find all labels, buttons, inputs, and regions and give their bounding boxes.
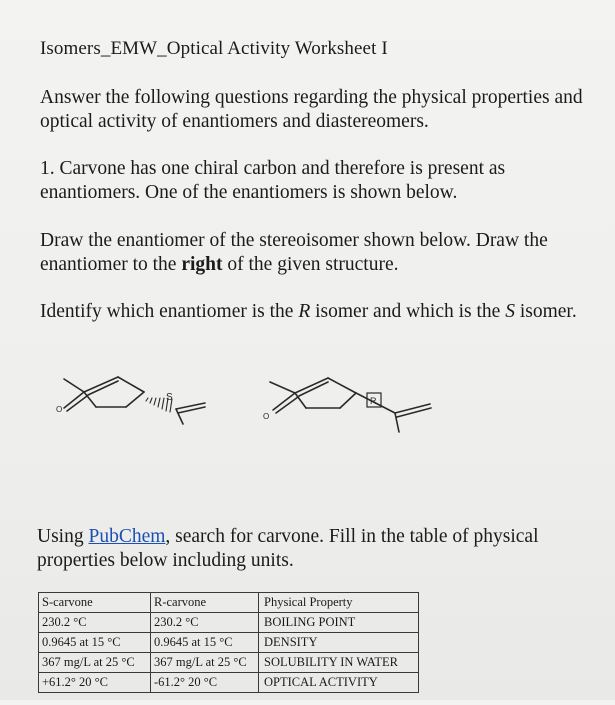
physical-properties-table [38,592,419,693]
table-cell[interactable]: 367 mg/L at 25 °C [151,653,259,673]
header-physical-property: Physical Property [259,593,419,613]
table-cell[interactable]: +61.2° 20 °C [39,673,151,693]
table-cell: BOILING POINT [259,613,419,633]
table-row [39,633,419,653]
table-cell: DENSITY [259,633,419,653]
table-cell[interactable]: -61.2° 20 °C [151,673,259,693]
table-cell[interactable]: 0.9645 at 15 °C [39,633,151,653]
table-cell[interactable]: 230.2 °C [151,613,259,633]
header-r-carvone: R-carvone [151,593,259,613]
identify-text-b: isomer and which is the [310,301,506,322]
r-carvone-structure [270,378,431,432]
draw-instructions-suffix: of the given structure. [222,254,399,275]
table-header-row [39,593,419,613]
header-s-carvone: S-carvone [39,593,151,613]
identify-text-c: isomer. [514,301,577,322]
pubchem-text-a: Using [37,526,89,547]
table-cell[interactable]: 230.2 °C [39,613,151,633]
question-1-text: 1. Carvone has one chiral carbon and therefore is present as enantiomers. One of the enantiomers is shown below. [40,158,506,203]
pubchem-link[interactable]: PubChem [88,526,166,547]
identify-instructions [40,300,600,324]
worksheet-title: Isomers_EMW_Optical Activity Worksheet I [40,38,388,59]
table-cell[interactable]: 0.9645 at 15 °C [151,633,259,653]
identify-r-label: R [298,301,311,322]
r-config-box [367,393,381,407]
pubchem-instructions [37,525,597,573]
draw-instructions-emphasis: right [181,254,223,275]
table-row [39,673,419,693]
identify-s-label: S [505,301,515,322]
pubchem-text-b: , search for carvone. Fill in the table of physical properties below including units. [37,526,539,571]
draw-instructions [40,229,600,277]
table-cell[interactable]: 367 mg/L at 25 °C [39,653,151,673]
intro-instructions: Answer the following questions regarding the physical properties and optical activity of enantiomers and diastereomers. [40,87,583,132]
draw-instructions-prefix: Draw the enantiomer of the stereoisomer shown below. Draw the enantiomer to the [40,230,548,275]
s-carvone-structure [64,377,205,424]
table-cell: OPTICAL ACTIVITY [259,673,419,693]
table-row [39,653,419,673]
r-config-label: R [370,396,377,406]
s-carbonyl-oxygen-label: O [56,405,63,414]
table-cell: SOLUBILITY IN WATER [259,653,419,673]
identify-text-a: Identify which enantiomer is the [40,301,299,322]
s-config-label: S [166,392,173,403]
table-row [39,613,419,633]
r-carbonyl-oxygen-label: O [263,412,270,421]
